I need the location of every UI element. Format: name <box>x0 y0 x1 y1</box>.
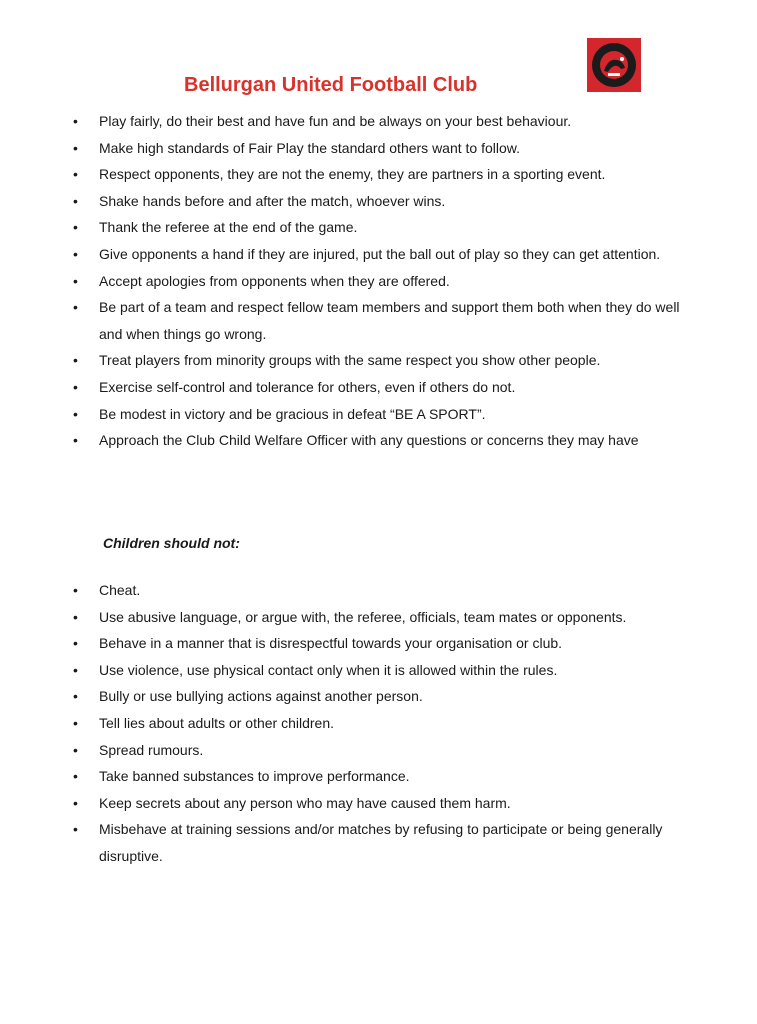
list-item: • Thank the referee at the end of the game. <box>0 214 689 241</box>
list-item: • Bully or use bullying actions against another person. <box>0 683 689 710</box>
list-item: • Spread rumours. <box>0 737 689 764</box>
club-crest-logo <box>587 38 641 92</box>
list-item: • Tell lies about adults or other children. <box>0 710 689 737</box>
list-item: • Approach the Club Child Welfare Officer with any questions or concerns they may have <box>0 427 689 454</box>
list-item: • Play fairly, do their best and have fun and be always on your best behaviour. <box>0 108 689 135</box>
list-item: • Treat players from minority groups with the same respect you show other people. <box>0 347 689 374</box>
list-item: • Misbehave at training sessions and/or matches by refusing to participate or being generally disruptive. <box>0 816 689 869</box>
list-item: • Take banned substances to improve performance. <box>0 763 689 790</box>
list-item: • Make high standards of Fair Play the standard others want to follow. <box>0 135 689 162</box>
section-heading: Children should not: <box>103 535 240 551</box>
list-item: • Keep secrets about any person who may have caused them harm. <box>0 790 689 817</box>
should-list <box>0 108 689 454</box>
list-item: • Use abusive language, or argue with, the referee, officials, team mates or opponents. <box>0 604 689 631</box>
list-item: • Shake hands before and after the match, whoever wins. <box>0 188 689 215</box>
should-not-list <box>0 577 689 870</box>
list-item: • Be modest in victory and be gracious in defeat “BE A SPORT”. <box>0 401 689 428</box>
list-item: • Give opponents a hand if they are injured, put the ball out of play so they can get attention. <box>0 241 689 268</box>
list-item: • Respect opponents, they are not the enemy, they are partners in a sporting event. <box>0 161 689 188</box>
list-item: • Accept apologies from opponents when they are offered. <box>0 268 689 295</box>
list-item: • Exercise self-control and tolerance for others, even if others do not. <box>0 374 689 401</box>
list-item: • Use violence, use physical contact only when it is allowed within the rules. <box>0 657 689 684</box>
list-item: • Be part of a team and respect fellow team members and support them both when they do well and when things go wrong. <box>0 294 689 347</box>
list-item: • Cheat. <box>0 577 689 604</box>
page-title: Bellurgan United Football Club <box>184 74 478 96</box>
list-item: • Behave in a manner that is disrespectful towards your organisation or club. <box>0 630 689 657</box>
